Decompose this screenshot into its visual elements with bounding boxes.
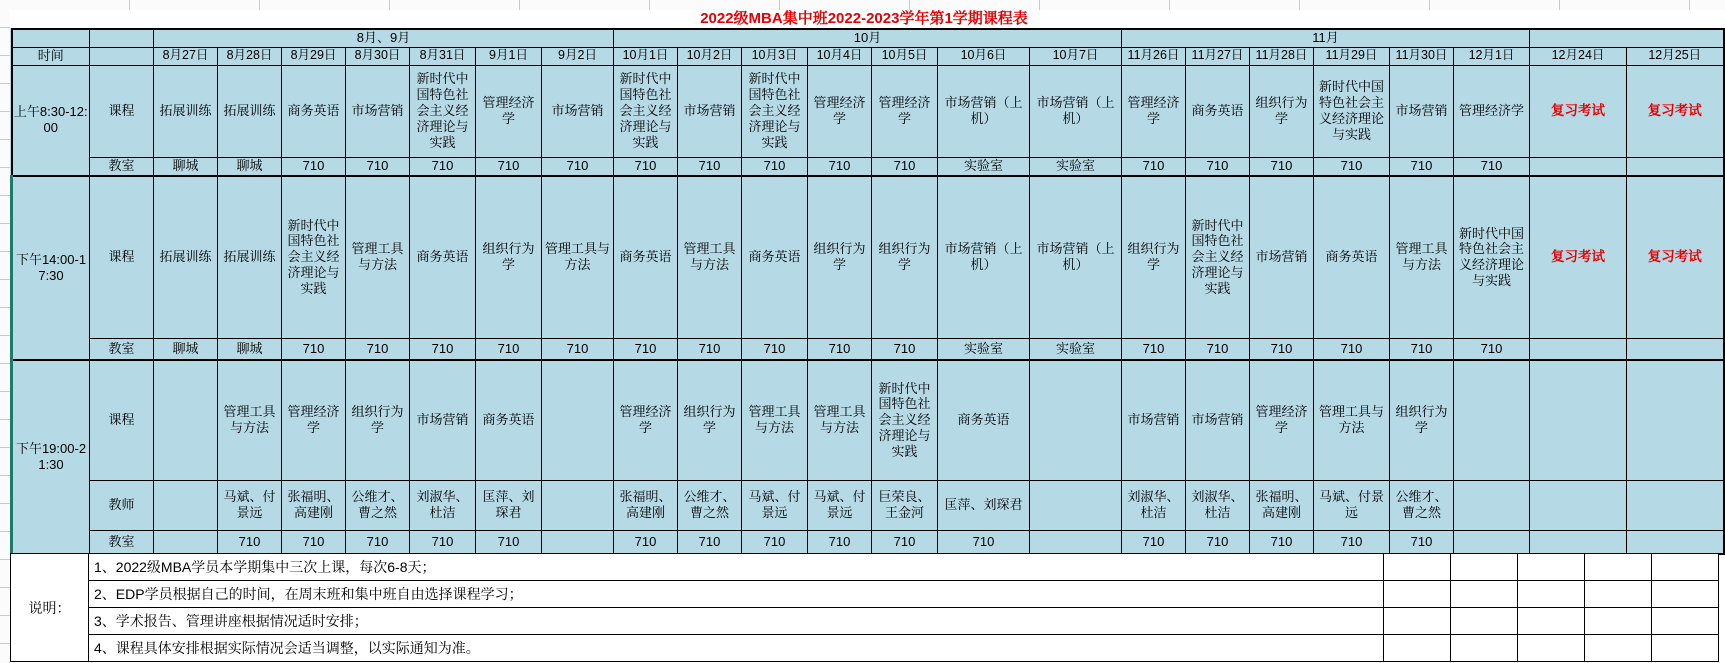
room-cell[interactable]: 710 (872, 338, 938, 360)
month-header-cell[interactable]: 8月、9月 (154, 29, 614, 47)
course-cell[interactable]: 拓展训练 (218, 65, 282, 157)
room-cell[interactable]: 聊城 (154, 338, 218, 360)
room-cell[interactable]: 聊城 (218, 338, 282, 360)
course-cell[interactable]: 组织行为学 (346, 360, 410, 480)
empty-cell[interactable] (1585, 635, 1652, 662)
room-cell[interactable]: 聊城 (218, 157, 282, 176)
course-cell[interactable]: 商务英语 (282, 65, 346, 157)
course-cell[interactable]: 市场营销（上机） (1030, 176, 1122, 338)
date-header-cell[interactable]: 10月4日 (808, 47, 872, 65)
room-cell[interactable]: 710 (938, 530, 1030, 554)
course-cell[interactable]: 组织行为学 (1390, 360, 1454, 480)
date-header-cell[interactable]: 11月30日 (1390, 47, 1454, 65)
teacher-cell[interactable]: 张福明、高建刚 (282, 480, 346, 530)
session-time-cell[interactable]: 下午19:00-21:30 (12, 360, 90, 554)
course-cell[interactable]: 组织行为学 (872, 176, 938, 338)
teacher-cell[interactable] (1030, 480, 1122, 530)
row-label-cell[interactable]: 教室 (90, 157, 154, 176)
course-cell[interactable] (1030, 360, 1122, 480)
teacher-cell[interactable] (542, 480, 614, 530)
empty-cell[interactable] (1451, 554, 1518, 581)
room-cell[interactable]: 710 (872, 157, 938, 176)
course-cell[interactable]: 市场营销（上机） (938, 65, 1030, 157)
date-header-cell[interactable]: 8月31日 (410, 47, 476, 65)
course-cell[interactable]: 管理经济学 (808, 65, 872, 157)
teacher-cell[interactable]: 匡萍、刘琛君 (938, 480, 1030, 530)
teacher-cell[interactable]: 马斌、付景远 (808, 480, 872, 530)
course-cell[interactable]: 管理经济学 (1250, 360, 1314, 480)
room-cell[interactable]: 710 (808, 338, 872, 360)
note-item: 1、2022级MBA学员本学期集中三次上课，每次6-8天； (89, 554, 1384, 581)
room-cell[interactable] (1627, 530, 1724, 554)
sheet-left-edge (0, 0, 10, 663)
empty-cell[interactable] (1451, 635, 1518, 662)
room-cell[interactable]: 710 (218, 530, 282, 554)
room-cell[interactable]: 实验室 (1030, 157, 1122, 176)
teacher-cell[interactable]: 刘淑华、杜洁 (1186, 480, 1250, 530)
course-cell[interactable]: 管理经济学 (1454, 65, 1530, 157)
room-cell[interactable]: 710 (1186, 157, 1250, 176)
teacher-cell[interactable]: 公维才、曹之然 (678, 480, 742, 530)
course-cell[interactable]: 商务英语 (938, 360, 1030, 480)
course-cell[interactable]: 新时代中国特色社会主义经济理论与实践 (410, 65, 476, 157)
teacher-cell[interactable]: 马斌、付景远 (1314, 480, 1390, 530)
room-cell[interactable]: 710 (742, 530, 808, 554)
empty-cell[interactable] (1518, 608, 1585, 635)
course-cell[interactable]: 市场营销 (542, 65, 614, 157)
teacher-cell[interactable]: 张福明、高建刚 (1250, 480, 1314, 530)
teacher-cell[interactable] (1530, 480, 1627, 530)
empty-cell[interactable] (1585, 554, 1652, 581)
course-cell[interactable]: 拓展训练 (154, 65, 218, 157)
date-header-cell[interactable]: 11月28日 (1250, 47, 1314, 65)
teacher-cell[interactable]: 刘淑华、杜洁 (1122, 480, 1186, 530)
note-item: 2、EDP学员根据自己的时间，在周末班和集中班自由选择课程学习； (89, 581, 1384, 608)
room-cell[interactable]: 710 (742, 338, 808, 360)
course-cell[interactable]: 管理工具与方法 (218, 360, 282, 480)
course-cell[interactable]: 市场营销 (1122, 360, 1186, 480)
room-cell[interactable]: 710 (614, 530, 678, 554)
teacher-cell[interactable]: 马斌、付景远 (742, 480, 808, 530)
course-cell[interactable]: 组织行为学 (1122, 176, 1186, 338)
empty-cell[interactable] (1585, 581, 1652, 608)
room-cell[interactable]: 710 (1390, 338, 1454, 360)
course-cell[interactable]: 市场营销（上机） (938, 176, 1030, 338)
course-schedule-table (10, 28, 1725, 555)
course-cell[interactable]: 市场营销 (410, 360, 476, 480)
room-cell[interactable] (154, 530, 218, 554)
title-row (10, 10, 1718, 28)
month-header-cell[interactable] (1530, 29, 1724, 47)
empty-cell[interactable] (1585, 608, 1652, 635)
date-header-cell[interactable]: 8月29日 (282, 47, 346, 65)
date-header-cell[interactable]: 10月3日 (742, 47, 808, 65)
corner-cell[interactable] (12, 29, 90, 47)
empty-cell[interactable] (1384, 635, 1451, 662)
course-cell[interactable]: 商务英语 (1314, 176, 1390, 338)
room-cell[interactable]: 710 (282, 530, 346, 554)
course-cell[interactable]: 市场营销 (678, 65, 742, 157)
room-cell[interactable]: 710 (1454, 338, 1530, 360)
course-cell[interactable]: 管理经济学 (872, 65, 938, 157)
date-header-cell[interactable]: 10月5日 (872, 47, 938, 65)
room-cell[interactable]: 710 (1250, 530, 1314, 554)
course-cell[interactable]: 新时代中国特色社会主义经济理论与实践 (614, 65, 678, 157)
course-cell[interactable]: 拓展训练 (154, 176, 218, 338)
notes-table (10, 553, 1719, 662)
course-cell[interactable]: 商务英语 (476, 360, 542, 480)
empty-cell[interactable] (1384, 581, 1451, 608)
room-cell[interactable] (1454, 530, 1530, 554)
course-cell[interactable]: 新时代中国特色社会主义经济理论与实践 (1454, 176, 1530, 338)
course-cell[interactable] (154, 360, 218, 480)
page-title: 2022级MBA集中班2022-2023学年第1学期课程表 (700, 10, 1028, 27)
room-cell[interactable]: 实验室 (938, 338, 1030, 360)
time-column-header[interactable]: 时间 (12, 47, 90, 65)
date-header-cell[interactable]: 10月1日 (614, 47, 678, 65)
date-header-cell[interactable]: 11月26日 (1122, 47, 1186, 65)
month-header-cell[interactable]: 10月 (614, 29, 1122, 47)
room-cell[interactable] (1530, 530, 1627, 554)
date-header-cell[interactable]: 10月7日 (1030, 47, 1122, 65)
empty-cell[interactable] (1652, 635, 1719, 662)
course-cell[interactable]: 复习考试 (1530, 65, 1627, 157)
room-cell[interactable]: 710 (1122, 530, 1186, 554)
room-cell[interactable]: 710 (872, 530, 938, 554)
empty-cell[interactable] (1518, 635, 1585, 662)
room-cell[interactable]: 710 (542, 157, 614, 176)
course-cell[interactable]: 组织行为学 (808, 176, 872, 338)
course-cell[interactable]: 管理经济学 (282, 360, 346, 480)
row-label-cell[interactable]: 课程 (90, 176, 154, 338)
course-cell[interactable]: 市场营销 (1250, 176, 1314, 338)
room-cell[interactable]: 710 (476, 157, 542, 176)
room-cell[interactable]: 710 (742, 157, 808, 176)
course-cell[interactable]: 商务英语 (1186, 65, 1250, 157)
date-header-cell[interactable]: 12月25日 (1627, 47, 1724, 65)
course-cell[interactable]: 市场营销 (1186, 360, 1250, 480)
date-header-cell[interactable]: 12月1日 (1454, 47, 1530, 65)
date-header-cell[interactable]: 11月29日 (1314, 47, 1390, 65)
room-cell[interactable]: 710 (614, 157, 678, 176)
teacher-cell[interactable] (1627, 480, 1724, 530)
course-cell[interactable] (542, 360, 614, 480)
corner-cell[interactable] (90, 29, 154, 47)
course-cell[interactable]: 新时代中国特色社会主义经济理论与实践 (1314, 65, 1390, 157)
room-cell[interactable]: 710 (1122, 157, 1186, 176)
room-cell[interactable]: 710 (346, 530, 410, 554)
date-header-cell[interactable]: 12月24日 (1530, 47, 1627, 65)
course-cell[interactable] (1530, 360, 1627, 480)
room-cell[interactable]: 710 (1390, 530, 1454, 554)
room-cell[interactable]: 710 (1186, 338, 1250, 360)
month-header-cell[interactable]: 11月 (1122, 29, 1530, 47)
room-cell[interactable]: 710 (542, 338, 614, 360)
date-header-cell[interactable]: 10月6日 (938, 47, 1030, 65)
teacher-cell[interactable]: 刘淑华、杜洁 (410, 480, 476, 530)
course-cell[interactable]: 管理工具与方法 (1314, 360, 1390, 480)
date-header-cell[interactable]: 9月2日 (542, 47, 614, 65)
course-cell[interactable]: 市场营销 (1390, 65, 1454, 157)
empty-cell[interactable] (1451, 608, 1518, 635)
teacher-cell[interactable]: 巨荣良、王金河 (872, 480, 938, 530)
course-cell[interactable]: 新时代中国特色社会主义经济理论与实践 (742, 65, 808, 157)
course-cell[interactable]: 复习考试 (1530, 176, 1627, 338)
room-cell[interactable]: 710 (282, 157, 346, 176)
course-cell[interactable]: 管理工具与方法 (678, 176, 742, 338)
room-cell[interactable] (1030, 530, 1122, 554)
room-cell[interactable]: 710 (1314, 338, 1390, 360)
date-header-cell[interactable]: 8月27日 (154, 47, 218, 65)
teacher-cell[interactable] (154, 480, 218, 530)
course-cell[interactable]: 商务英语 (614, 176, 678, 338)
session-time-cell[interactable]: 上午8:30-12:00 (12, 65, 90, 176)
empty-cell[interactable] (1384, 554, 1451, 581)
course-cell[interactable]: 市场营销 (346, 65, 410, 157)
room-cell[interactable]: 710 (410, 157, 476, 176)
date-header-cell[interactable]: 10月2日 (678, 47, 742, 65)
course-cell[interactable]: 新时代中国特色社会主义经济理论与实践 (1186, 176, 1250, 338)
room-cell[interactable] (1530, 157, 1627, 176)
note-item: 4、课程具体安排根据实际情况会适当调整，以实际通知为准。 (89, 635, 1384, 662)
course-cell[interactable]: 管理经济学 (614, 360, 678, 480)
room-cell[interactable]: 710 (1186, 530, 1250, 554)
room-cell[interactable]: 710 (1250, 157, 1314, 176)
empty-cell[interactable] (90, 47, 154, 65)
room-cell[interactable]: 710 (1250, 338, 1314, 360)
room-cell[interactable]: 710 (410, 530, 476, 554)
date-header-cell[interactable]: 8月30日 (346, 47, 410, 65)
room-cell[interactable]: 710 (346, 338, 410, 360)
course-cell[interactable]: 组织行为学 (1250, 65, 1314, 157)
room-cell[interactable] (1530, 338, 1627, 360)
room-cell[interactable]: 710 (614, 338, 678, 360)
sheet-top-edge (0, 0, 1725, 10)
row-label-cell[interactable]: 课程 (90, 65, 154, 157)
course-cell[interactable]: 管理工具与方法 (808, 360, 872, 480)
room-cell[interactable]: 聊城 (154, 157, 218, 176)
room-cell[interactable]: 710 (1314, 157, 1390, 176)
room-cell[interactable] (1627, 157, 1724, 176)
row-label-cell[interactable]: 教室 (90, 338, 154, 360)
empty-cell[interactable] (1518, 554, 1585, 581)
course-cell[interactable]: 管理工具与方法 (346, 176, 410, 338)
empty-cell[interactable] (1652, 581, 1719, 608)
notes-label-cell: 说明： (11, 554, 89, 662)
course-cell[interactable]: 复习考试 (1627, 176, 1724, 338)
empty-cell[interactable] (1451, 581, 1518, 608)
room-cell[interactable] (542, 530, 614, 554)
room-cell[interactable]: 710 (808, 157, 872, 176)
course-cell[interactable]: 拓展训练 (218, 176, 282, 338)
course-cell[interactable]: 复习考试 (1627, 65, 1724, 157)
session-time-cell[interactable]: 下午14:00-17:30 (12, 176, 90, 360)
teacher-cell[interactable]: 张福明、高建刚 (614, 480, 678, 530)
room-cell[interactable]: 710 (282, 338, 346, 360)
course-cell[interactable]: 商务英语 (742, 176, 808, 338)
course-cell[interactable]: 管理工具与方法 (542, 176, 614, 338)
room-cell[interactable] (1627, 338, 1724, 360)
note-item: 3、学术报告、管理讲座根据情况适时安排； (89, 608, 1384, 635)
date-header-cell[interactable]: 11月27日 (1186, 47, 1250, 65)
empty-cell[interactable] (1652, 554, 1719, 581)
teacher-cell[interactable]: 马斌、付景远 (218, 480, 282, 530)
teacher-cell[interactable]: 匡萍、刘琛君 (476, 480, 542, 530)
teacher-cell[interactable]: 公维才、曹之然 (346, 480, 410, 530)
date-header-cell[interactable]: 8月28日 (218, 47, 282, 65)
teacher-cell[interactable]: 公维才、曹之然 (1390, 480, 1454, 530)
row-label-cell[interactable]: 教师 (90, 480, 154, 530)
date-header-cell[interactable]: 9月1日 (476, 47, 542, 65)
course-cell[interactable]: 新时代中国特色社会主义经济理论与实践 (282, 176, 346, 338)
room-cell[interactable]: 710 (678, 338, 742, 360)
course-cell[interactable]: 组织行为学 (678, 360, 742, 480)
room-cell[interactable]: 710 (1390, 157, 1454, 176)
room-cell[interactable]: 710 (1314, 530, 1390, 554)
room-cell[interactable]: 710 (1122, 338, 1186, 360)
course-cell[interactable] (1627, 360, 1724, 480)
room-cell[interactable]: 710 (1454, 157, 1530, 176)
course-cell[interactable]: 管理工具与方法 (742, 360, 808, 480)
room-cell[interactable]: 实验室 (938, 157, 1030, 176)
room-cell[interactable]: 710 (476, 530, 542, 554)
course-cell[interactable]: 新时代中国特色社会主义经济理论与实践 (872, 360, 938, 480)
room-cell[interactable]: 710 (476, 338, 542, 360)
course-cell[interactable]: 商务英语 (410, 176, 476, 338)
row-label-cell[interactable]: 课程 (90, 360, 154, 480)
course-cell[interactable] (1454, 360, 1530, 480)
room-cell[interactable]: 710 (678, 157, 742, 176)
room-cell[interactable]: 710 (808, 530, 872, 554)
room-cell[interactable]: 710 (678, 530, 742, 554)
room-cell[interactable]: 实验室 (1030, 338, 1122, 360)
course-cell[interactable]: 管理工具与方法 (1390, 176, 1454, 338)
course-cell[interactable]: 组织行为学 (476, 176, 542, 338)
room-cell[interactable]: 710 (346, 157, 410, 176)
empty-cell[interactable] (1518, 581, 1585, 608)
empty-cell[interactable] (1384, 608, 1451, 635)
course-cell[interactable]: 管理经济学 (1122, 65, 1186, 157)
teacher-cell[interactable] (1454, 480, 1530, 530)
empty-cell[interactable] (1652, 608, 1719, 635)
course-cell[interactable]: 管理经济学 (476, 65, 542, 157)
room-cell[interactable]: 710 (410, 338, 476, 360)
course-cell[interactable]: 市场营销（上机） (1030, 65, 1122, 157)
row-label-cell[interactable]: 教室 (90, 530, 154, 554)
